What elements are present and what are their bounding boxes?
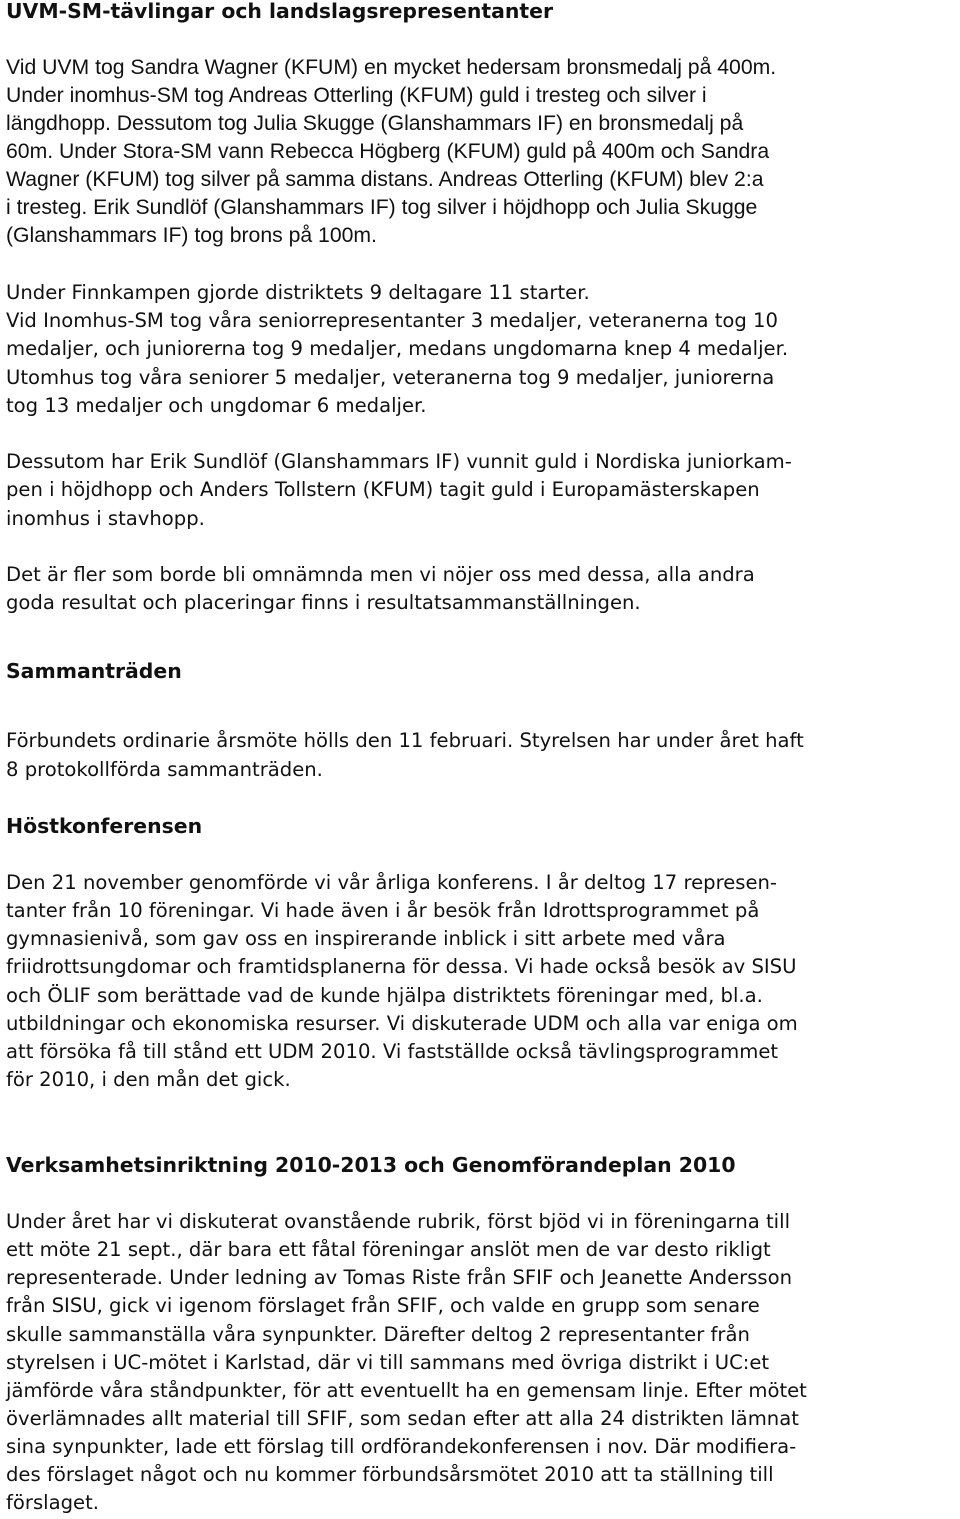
- text-line: förslaget.: [6, 1491, 100, 1514]
- text-line: (Glanshammars IF) tog brons på 100m.: [6, 224, 377, 247]
- text-line: tog 13 medaljer och ungdomar 6 medaljer.: [6, 394, 427, 417]
- text-line: ett möte 21 sept., där bara ett fåtal föreningar anslöt men de var desto rikligt: [6, 1238, 771, 1261]
- text-line: Utomhus tog våra seniorer 5 medaljer, veteranerna tog 9 medaljer, juniorerna: [6, 366, 775, 389]
- text-line: Det är fler som borde bli omnämnda men vi nöjer oss med dessa, alla andra: [6, 563, 755, 586]
- text-line: gymnasienivå, som gav oss en inspirerande inblick i sitt arbete med våra: [6, 927, 726, 950]
- text-line: Dessutom har Erik Sundlöf (Glanshammars IF) vunnit guld i Nordiska juniorkam-: [6, 450, 792, 473]
- text-line: i tresteg. Erik Sundlöf (Glanshammars IF) tog silver i höjdhopp och Julia Skugge: [6, 196, 758, 219]
- section-heading-hostkonferensen: Höstkonferensen: [6, 814, 203, 838]
- text-line: skulle sammanställa våra synpunkter. Därefter deltog 2 representanter från: [6, 1323, 750, 1346]
- section-heading-sammantraden: Sammanträden: [6, 659, 182, 683]
- text-line: jämförde våra ståndpunkter, för att eventuellt ha en gemensam linje. Efter mötet: [6, 1379, 807, 1402]
- text-line: des förslaget något och nu kommer förbundsårsmötet 2010 att ta ställning till: [6, 1463, 774, 1486]
- text-line: representerade. Under ledning av Tomas Riste från SFIF och Jeanette Andersson: [6, 1266, 793, 1289]
- text-line: Förbundets ordinarie årsmöte hölls den 11 februari. Styrelsen har under året haft: [6, 729, 804, 752]
- text-line: och ÖLIF som berättade vad de kunde hjälpa distriktets föreningar med, bl.a.: [6, 984, 763, 1007]
- text-line: sina synpunkter, lade ett förslag till ordförandekonferensen i nov. Där modifiera-: [6, 1435, 797, 1458]
- text-line: medaljer, och juniorerna tog 9 medaljer, medans ungdomarna knep 4 medaljer.: [6, 337, 789, 360]
- text-line: pen i höjdhopp och Anders Tollstern (KFUM) tagit guld i Europamästerskapen: [6, 478, 760, 501]
- text-line: styrelsen i UC-mötet i Karlstad, där vi till sammans med övriga distrikt i UC:et: [6, 1351, 770, 1374]
- text-line: Vid UVM tog Sandra Wagner (KFUM) en mycket hedersam bronsmedalj på 400m.: [6, 56, 777, 79]
- text-line: Wagner (KFUM) tog silver på samma distans. Andreas Otterling (KFUM) blev 2:a: [6, 168, 764, 191]
- text-line: Den 21 november genomförde vi vår årliga konferens. I år deltog 17 represen-: [6, 871, 777, 894]
- text-line: att försöka få till stånd ett UDM 2010. Vi fastställde också tävlingsprogrammet: [6, 1040, 779, 1063]
- text-line: Under året har vi diskuterat ovanstående rubrik, först bjöd vi in föreningarna till: [6, 1210, 791, 1233]
- text-line: inomhus i stavhopp.: [6, 507, 205, 530]
- text-line: 60m. Under Stora-SM vann Rebecca Högberg (KFUM) guld på 400m och Sandra: [6, 140, 770, 163]
- text-line: Under inomhus-SM tog Andreas Otterling (KFUM) guld i tresteg och silver i: [6, 84, 707, 107]
- text-line: Vid Inomhus-SM tog våra seniorrepresentanter 3 medaljer, veteranerna tog 10: [6, 309, 778, 332]
- text-line: Under Finnkampen gjorde distriktets 9 deltagare 11 starter.: [6, 281, 590, 304]
- text-line: utbildningar och ekonomiska resurser. Vi diskuterade UDM och alla var eniga om: [6, 1012, 798, 1035]
- text-line: tanter från 10 föreningar. Vi hade även i år besök från Idrottsprogrammet på: [6, 899, 760, 922]
- text-line: från SISU, gick vi igenom förslaget från SFIF, och valde en grupp som senare: [6, 1294, 760, 1317]
- text-line: för 2010, i den mån det gick.: [6, 1068, 291, 1091]
- text-line: längdhopp. Dessutom tog Julia Skugge (Glanshammars IF) en bronsmedalj på: [6, 112, 744, 135]
- text-line: överlämnades allt material till SFIF, som sedan efter att alla 24 distrikten lämnat: [6, 1407, 799, 1430]
- text-line: goda resultat och placeringar finns i resultatsammanställningen.: [6, 591, 641, 614]
- section-heading-verksamhetsinriktning: Verksamhetsinriktning 2010-2013 och Genomförandeplan 2010: [6, 1153, 736, 1177]
- text-line: friidrottsungdomar och framtidsplanerna för dessa. Vi hade också besök av SISU: [6, 955, 797, 978]
- section-heading-uvm-sm: UVM-SM-tävlingar och landslagsrepresentanter: [6, 0, 554, 23]
- text-line: 8 protokollförda sammanträden.: [6, 758, 323, 781]
